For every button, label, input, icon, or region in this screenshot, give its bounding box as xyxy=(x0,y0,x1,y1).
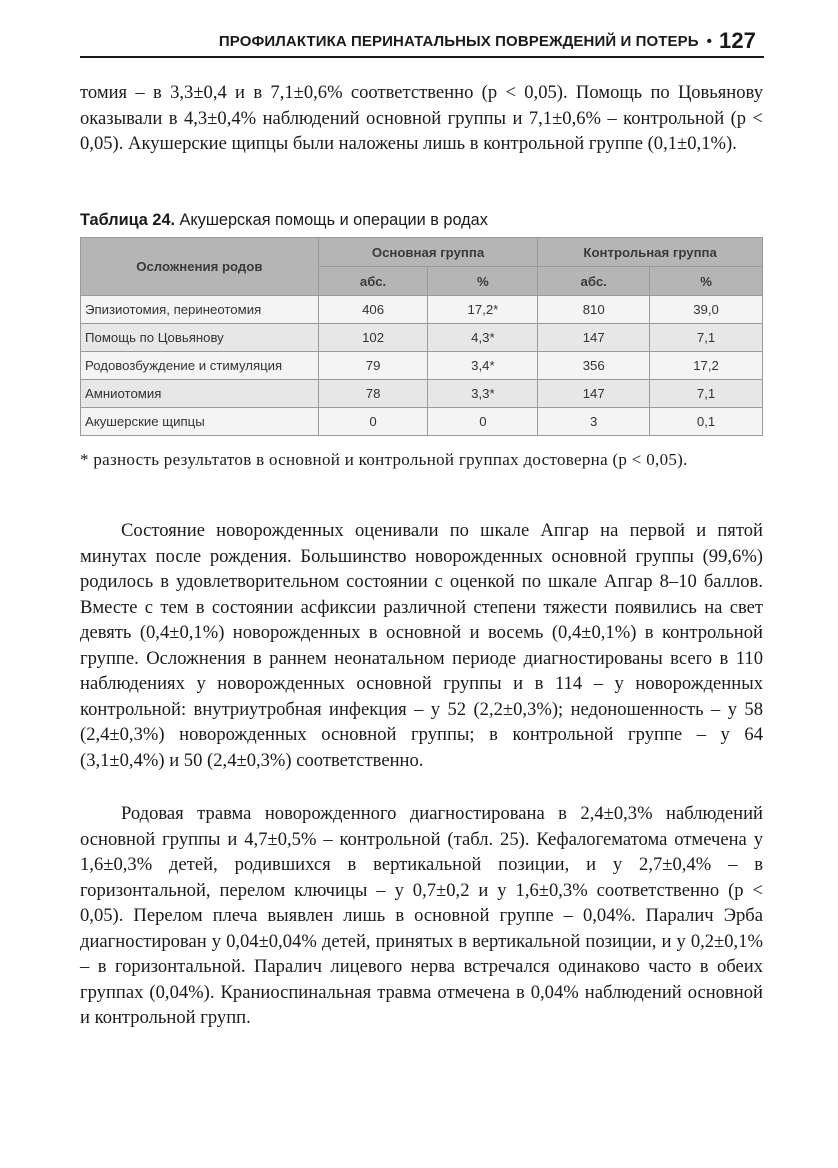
control-abs-cell: 356 xyxy=(538,352,650,380)
control-pct-cell: 39,0 xyxy=(650,296,763,324)
main-abs-cell: 0 xyxy=(318,408,428,436)
page-number: 127 xyxy=(718,28,756,53)
header-main-pct: % xyxy=(428,267,538,296)
running-title-text: ПРОФИЛАКТИКА ПЕРИНАТАЛЬНЫХ ПОВРЕЖДЕНИЙ И ПОТЕРЬ xyxy=(218,33,699,50)
control-abs-cell: 147 xyxy=(538,380,650,408)
header-rule xyxy=(80,56,764,58)
row-label: Акушерские щипцы xyxy=(81,408,319,436)
table-row xyxy=(81,380,763,408)
main-pct-cell: 17,2* xyxy=(428,296,538,324)
paragraph-newborn-state: Состояние новорожденных оценивали по шкале Апгар на первой и пятой минутах после рождения. Большинство новорожденных основной группы (99,6%) родилось в удовлетворительном состоянии с оценкой по шкале Апгар 8–10 баллов. Вместе с тем в состоянии асфиксии различной степени тяжести появились на свет девять (0,4±0,1%) новорожденных в основной и восемь (0,4±0,1%) в контрольной группе. Осложнения в раннем неонатальном периоде диагностированы всего в 110 наблюдениях у новорожденных основной группы и в 114 – у новорожденных контрольной: внутриутробная инфекция – у 52 (2,2±0,3%); недоношенность – у 58 (2,4±0,3%) новорожденных основной группы; в контрольной группе – у 64 (3,1±0,4%) и 50 (2,4±0,3%) соответственно. xyxy=(80,520,763,771)
control-abs-cell: 810 xyxy=(538,296,650,324)
main-abs-cell: 78 xyxy=(318,380,428,408)
table-caption xyxy=(80,211,763,230)
paragraph-birth-trauma: Родовая травма новорожденного диагностирована в 2,4±0,3% наблюдений основной группы и 4,7±0,5% – контрольной (табл. 25). Кефалогематома отмечена у 1,6±0,3% детей, родившихся в вертикальной позиции, и у 2,7±0,4% – в горизонтальной, перелом ключицы – у 0,7±0,2 и у 1,6±0,3% соответственно (p < 0,05). Перелом плеча выявлен лишь в основной группе – 0,04%. Паралич Эрба диагностирован у 0,04±0,04% детей, принятых в вертикальной позиции, и у 0,2±0,1% – в горизонтальной. Паралич лицевого нерва встречался одинаково часто в обеих группах (0,04%). Краниоспинальная травма отмечена в 0,04% наблюдений основной и контрольной групп. xyxy=(80,803,763,1028)
header-main-abs: абс. xyxy=(318,267,428,296)
main-abs-cell: 79 xyxy=(318,352,428,380)
table-header-row xyxy=(81,238,763,267)
control-pct-cell: 7,1 xyxy=(650,324,763,352)
control-abs-cell: 3 xyxy=(538,408,650,436)
main-pct-cell: 3,4* xyxy=(428,352,538,380)
main-pct-cell: 4,3* xyxy=(428,324,538,352)
table-row xyxy=(81,296,763,324)
running-title xyxy=(219,28,756,54)
header-main-group: Основная группа xyxy=(318,238,538,267)
obstetric-care-table xyxy=(80,237,763,436)
table-caption-number: Таблица 24. xyxy=(80,211,176,229)
table-caption-text: Акушерская помощь и операции в родах xyxy=(175,211,488,229)
table-row xyxy=(81,324,763,352)
main-pct-cell: 0 xyxy=(428,408,538,436)
paragraph-intro: томия – в 3,3±0,4 и в 7,1±0,6% соответственно (p < 0,05). Помощь по Цовьянову оказывали в 4,3±0,4% наблюдений основной группы и 7,1±0,6% – контрольной (p < 0,05). Акушерские щипцы были наложены лишь в контрольной группе (0,1±0,1%). xyxy=(80,82,763,154)
row-label: Амниотомия xyxy=(81,380,319,408)
control-pct-cell: 17,2 xyxy=(650,352,763,380)
row-label: Помощь по Цовьянову xyxy=(81,324,319,352)
header-control-abs: абс. xyxy=(538,267,650,296)
table-row xyxy=(81,352,763,380)
main-abs-cell: 102 xyxy=(318,324,428,352)
row-label: Эпизиотомия, перинеотомия xyxy=(81,296,319,324)
running-header xyxy=(0,22,838,58)
control-abs-cell: 147 xyxy=(538,324,650,352)
header-control-group: Контрольная группа xyxy=(538,238,763,267)
header-control-pct: % xyxy=(650,267,763,296)
row-label: Родовозбуждение и стимуляция xyxy=(81,352,319,380)
header-bullet: • xyxy=(706,33,712,50)
control-pct-cell: 7,1 xyxy=(650,380,763,408)
main-abs-cell: 406 xyxy=(318,296,428,324)
table-row xyxy=(81,408,763,436)
header-complication: Осложнения родов xyxy=(81,238,319,296)
table-footnote: * разность результатов в основной и контрольной группах достоверна (p < 0,05). xyxy=(80,450,688,469)
control-pct-cell: 0,1 xyxy=(650,408,763,436)
main-pct-cell: 3,3* xyxy=(428,380,538,408)
